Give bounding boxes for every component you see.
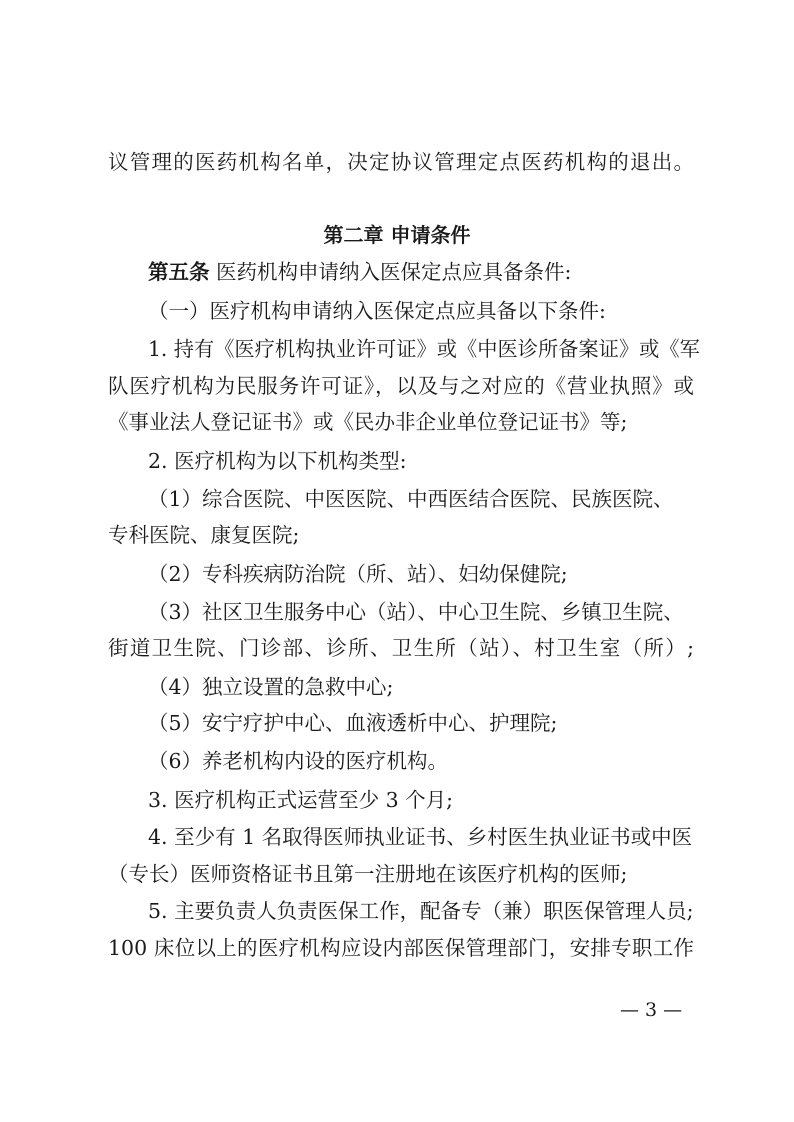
paragraph-line: （4）独立设置的急救中心; (148, 675, 394, 699)
paragraph-line: （3）社区卫生服务中心（站）、中心卫生院、乡镇卫生院、 (148, 600, 684, 624)
paragraph-line: （6）养老机构内设的医疗机构。 (148, 749, 449, 773)
chapter-heading: 第二章 申请条件 (323, 223, 471, 247)
article-text: 医药机构申请纳入医保定点应具备条件: (209, 260, 572, 284)
paragraph-line: （5）安宁疗护中心、血液透析中心、护理院; (148, 711, 558, 735)
paragraph-line: （2）专科疾病防治院（所、站）、妇幼保健院; (148, 562, 568, 586)
paragraph-line: 3. 医疗机构正式运营至少 3 个月; (148, 788, 454, 812)
paragraph-line: 街道卫生院、门诊部、诊所、卫生所（站）、村卫生室（所）; (108, 636, 694, 660)
paragraph-line: 议管理的医药机构名单，决定协议管理定点医药机构的退出。 (108, 150, 694, 174)
article-5-line (148, 260, 571, 284)
paragraph-line: （1）综合医院、中医医院、中西医结合医院、民族医院、 (148, 487, 674, 511)
paragraph-line: 《事业法人登记证书》或《民办非企业单位登记证书》等; (108, 410, 628, 434)
paragraph-line: （专长）医师资格证书且第一注册地在该医疗机构的医师; (108, 862, 628, 886)
paragraph-line: 2. 医疗机构为以下机构类型: (148, 449, 407, 473)
paragraph-line: 专科医院、康复医院; (108, 523, 300, 547)
paragraph-line: 队医疗机构为民服务许可证》，以及与之对应的《营业执照》或 (108, 374, 694, 398)
paragraph-line: （一）医疗机构申请纳入医保定点应具备以下条件: (148, 299, 606, 323)
paragraph-line: 100 床位以上的医疗机构应设内部医保管理部门，安排专职工作 (108, 936, 694, 960)
paragraph-line: 5. 主要负责人负责医保工作，配备专（兼）职医保管理人员; (148, 899, 694, 923)
paragraph-line: 4. 至少有 1 名取得医师执业证书、乡村医生执业证书或中医 (148, 825, 693, 849)
page-number: — 3 — (620, 999, 683, 1021)
article-label: 第五条 (148, 260, 210, 284)
paragraph-line: 1. 持有《医疗机构执业许可证》或《中医诊所备案证》或《军 (148, 337, 700, 361)
